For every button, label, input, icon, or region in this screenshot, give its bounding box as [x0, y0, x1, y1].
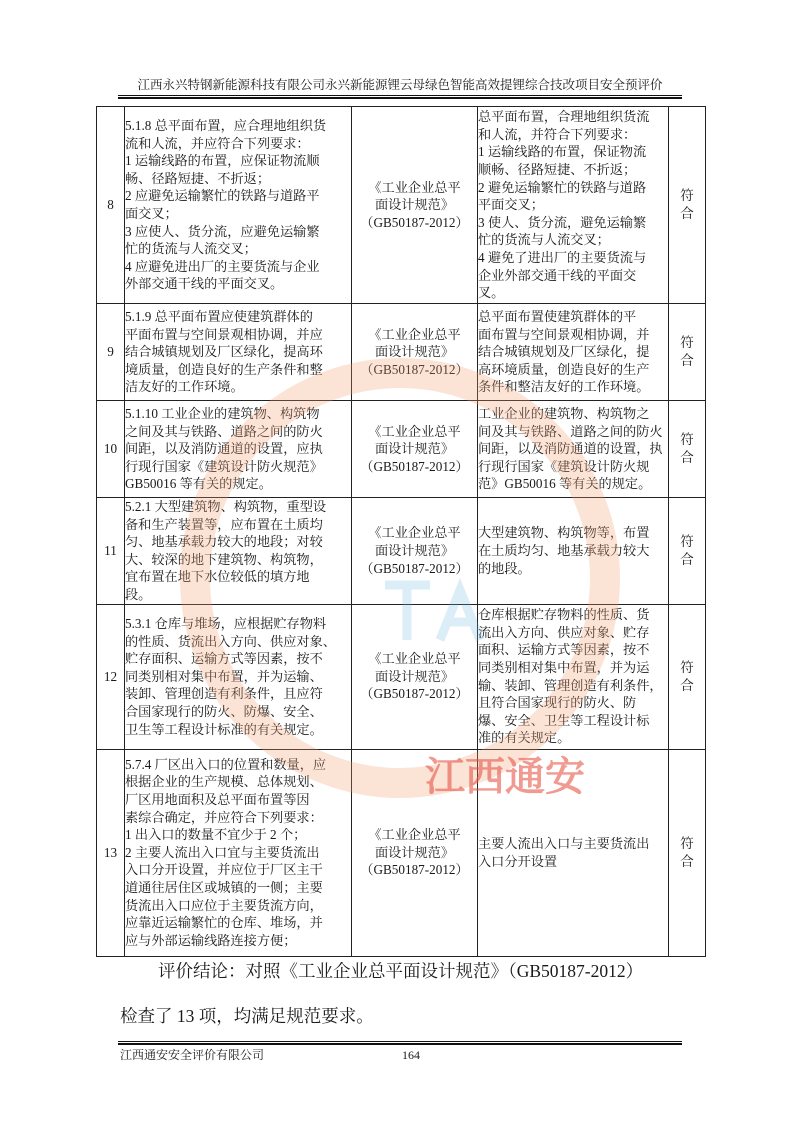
actual-situation-cell: 工业企业的建筑物、构筑物之 间及其与铁路、道路之间的防火 间距，以及消防通道的设置，执 行现行国家《建筑设计防火规 范》GB50016 等有关的规定。: [478, 401, 669, 498]
requirement-cell: 5.1.9 总平面布置应使建筑群体的 平面布置与空间景观相协调，并应 结合城镇规划及厂区绿化，提高环 境质量，创造良好的生产条件和整 洁友好的工作环境。: [125, 304, 352, 401]
result-cell: [669, 107, 706, 304]
standard-cell: 《工业企业总平 面设计规范》 （GB50187-2012）: [352, 498, 478, 605]
table-row: [97, 498, 706, 605]
footer-rule: [118, 1041, 682, 1045]
standard-cell: 《工业企业总平 面设计规范》 （GB50187-2012）: [352, 401, 478, 498]
row-number: 11: [97, 498, 125, 605]
table-row: [97, 604, 706, 749]
conclusion-text: 评价结论：对照《工业企业总平面设计规范》（GB50187-2012）: [158, 961, 644, 981]
actual-situation-cell: 总平面布置使建筑群体的平 面布置与空间景观相协调，并 结合城镇规划及厂区绿化，提 高环境质量，创造良好的生产 条件和整洁友好的工作环境。: [478, 304, 669, 401]
requirement-cell: 5.1.10 工业企业的建筑物、构筑物 之间及其与铁路、道路之间的防火 间距，以及消防通道的设置，应执 行现行国家《建筑设计防火规范》 GB50016 等有关的规定。: [125, 401, 352, 498]
result-text: 符合: [680, 659, 694, 693]
row-number: 8: [97, 107, 125, 304]
row-number: 13: [97, 749, 125, 956]
result-text: 符合: [680, 533, 694, 567]
table-row: [97, 304, 706, 401]
table-row: [97, 749, 706, 956]
result-text: 符合: [680, 188, 694, 221]
standard-cell: 《工业企业总平 面设计规范》 （GB50187-2012）: [352, 107, 478, 304]
result-cell: [669, 749, 706, 956]
actual-situation-cell: 仓库根据贮存物料的性质、货 流出入方向、供应对象、贮存 面积、运输方式等因素，按不 同类别相对集中布置，并为运 输、装卸、管理创造有利条件， 且符合国家现行的防火、防 爆、安全、卫生等工程设计标 准的有关规定。: [478, 604, 669, 749]
result-cell: [669, 498, 706, 605]
result-text: 符合: [680, 432, 694, 465]
standard-cell: 《工业企业总平 面设计规范》 （GB50187-2012）: [352, 604, 478, 749]
row-number: 12: [97, 604, 125, 749]
conclusion-count-text: 检查了 13 项，均满足规范要求。: [120, 1006, 374, 1026]
evaluation-table: [96, 106, 706, 957]
requirement-cell: 5.3.1 仓库与堆场，应根据贮存物料 的性质、货流出入方向、供应对象、 贮存面积、运输方式等因素，按不 同类别相对集中布置，并为运输、 装卸、管理创造有利条件，且应符 合国家现行的防火、防爆、安全、 卫生等工程设计标准的有关规定。: [125, 604, 352, 749]
requirement-cell: 5.2.1 大型建筑物、构筑物，重型设 备和生产装置等，应布置在土质均 匀、地基承载力较大的地段；对较 大、较深的地下建筑物、构筑物， 宜布置在地下水位较低的填方地 段。: [125, 498, 352, 605]
result-cell: [669, 604, 706, 749]
result-text: 符合: [680, 335, 694, 368]
actual-situation-cell: 总平面布置，合理地组织货流 和人流，并符合下列要求： 1 运输线路的布置，保证物流 顺畅、径路短捷、不折返； 2 避免运输繁忙的铁路与道路 平面交叉； 3 使人、货分流，避免运输繁 忙的货流与人流交叉； 4 避免了进出厂的主要货流与 企业外部交通干线的平面交 叉。: [478, 107, 669, 304]
result-cell: [669, 401, 706, 498]
result-text: 符合: [680, 835, 694, 869]
header-title: 江西永兴特钢新能源科技有限公司永兴新能源锂云母绿色智能高效提锂综合技改项目安全预评价: [137, 78, 663, 92]
watermark-text: 江西通安: [425, 754, 585, 800]
table-row: [97, 401, 706, 498]
standard-cell: 《工业企业总平 面设计规范》 （GB50187-2012）: [352, 304, 478, 401]
requirement-cell: 5.7.4 厂区出入口的位置和数量，应 根据企业的生产规模、总体规划、 厂区用地面积及总平面布置等因 素综合确定，并应符合下列要求： 1 出入口的数量不宜少于 2 个； 2 主要人流出入口宜与主要货流出 入口分开设置，并应位于厂区主干 道通往居住区或城镇的一侧；主要 货流出入口应位于主要货流方向， 应靠近运输繁忙的仓库、堆场，并 应与外部运输线路连接方便；: [125, 749, 352, 956]
page-number: 164: [402, 1048, 420, 1062]
header-rule: [118, 95, 682, 99]
requirement-cell: 5.1.8 总平面布置，应合理地组织货 流和人流，并应符合下列要求： 1 运输线路的布置，应保证物流顺 畅、径路短捷、不折返； 2 应避免运输繁忙的铁路与道路平 面交叉； 3 应使人、货分流，应避免运输繁 忙的货流与人流交叉； 4 应避免进出厂的主要货流与企业 外部交通干线的平面交叉。: [125, 107, 352, 304]
row-number: 9: [97, 304, 125, 401]
actual-situation-cell: 主要人流出入口与主要货流出 入口分开设置: [478, 749, 669, 956]
table-row: [97, 107, 706, 304]
footer-company: 江西通安安全评价有限公司: [120, 1048, 265, 1062]
result-cell: [669, 304, 706, 401]
standard-cell: 《工业企业总平 面设计规范》 （GB50187-2012）: [352, 749, 478, 956]
row-number: 10: [97, 401, 125, 498]
actual-situation-cell: 大型建筑物、构筑物等，布置 在土质均匀、地基承载力较大 的地段。: [478, 498, 669, 605]
